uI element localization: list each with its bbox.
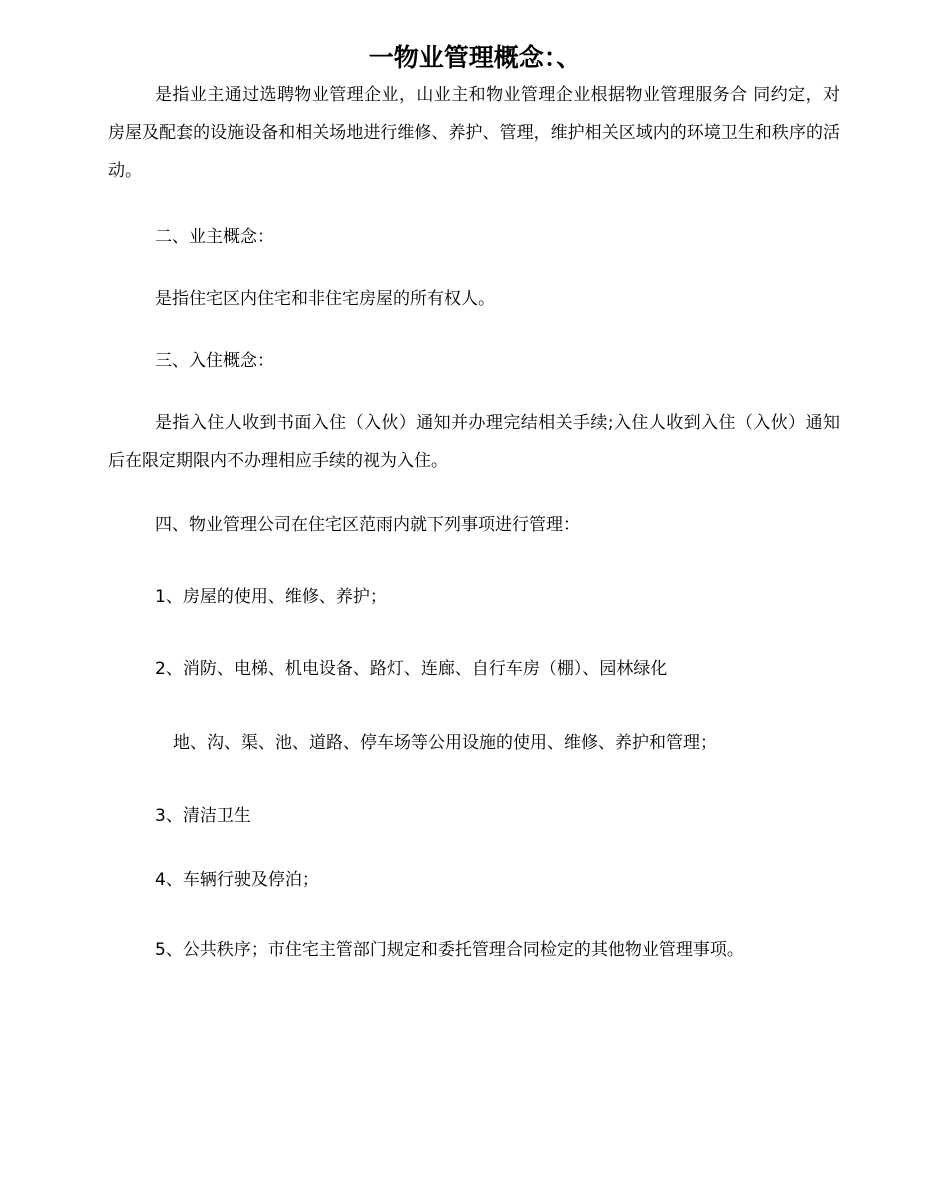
list-item: 4、车辆行驶及停泊； — [155, 870, 319, 890]
definition-owner: 是指住宅区内住宅和非住宅房屋的所有权人。 — [155, 289, 495, 309]
list-item: 2、消防、电梯、机电设备、路灯、连廊、自行车房（棚）、园林绿化 — [155, 659, 668, 679]
heading-management-items: 四、物业管理公司在住宅区范雨内就下列事项进行管理： — [155, 515, 580, 535]
heading-move-in-concept: 三、入住概念： — [155, 351, 274, 371]
list-item: 1、房屋的使用、维修、养护； — [155, 587, 387, 607]
list-item-continuation: 地、沟、渠、池、道路、停车场等公用设施的使用、维修、养护和管理； — [173, 733, 717, 753]
definition-move-in: 是指入住人收到书面入住（入伙）通知并办理完结相关手续;入住人收到入住（入伙）通知后在限定期限内不办理相应手续的视为入住。 — [108, 413, 840, 471]
definition-property-management: 是指业主通过选聘物业管理企业，山业主和物业管理企业根据物业管理服务合 同约定，对房屋及配套的设施设备和相关场地进行维修、养护、管理，维护相关区域内的环境卫生和秩序的活动。 — [108, 85, 840, 181]
page-title: 一物业管理概念：、 — [368, 43, 582, 72]
list-item: 5、公共秩序；市住宅主管部门规定和委托管理合同检定的其他物业管理事项。 — [155, 940, 744, 960]
list-item: 3、清洁卫生 — [155, 806, 251, 826]
heading-owner-concept: 二、业主概念： — [155, 227, 274, 247]
